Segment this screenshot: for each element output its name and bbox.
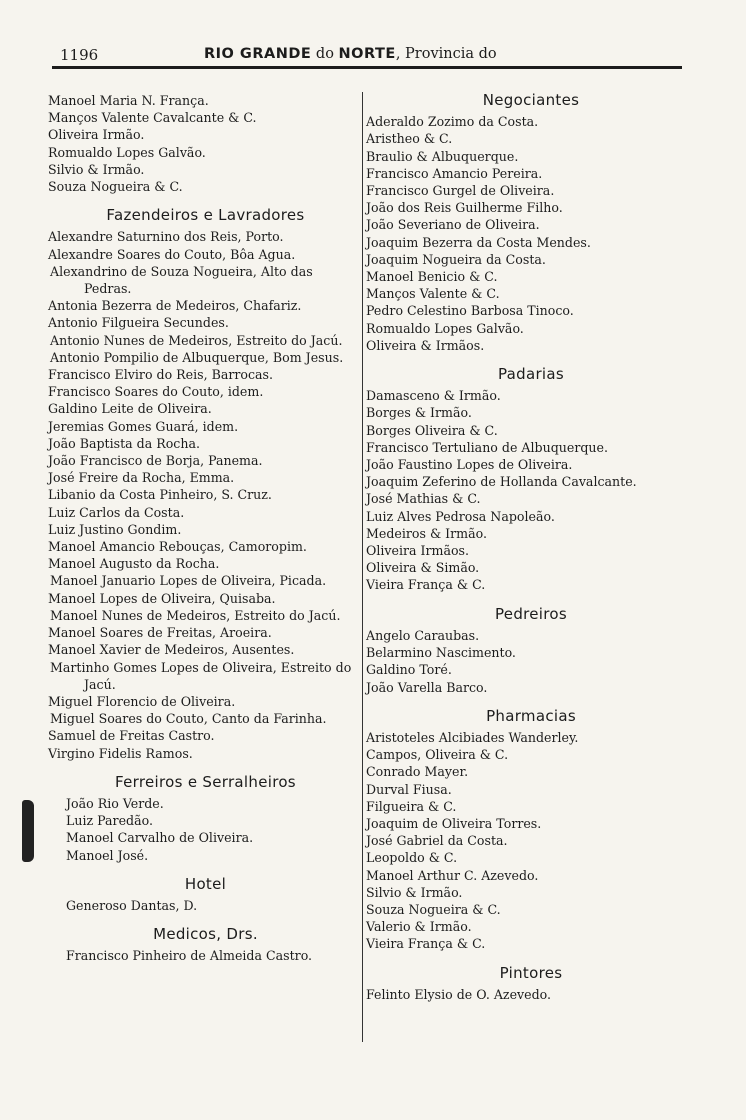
directory-entry: Francisco Tertuliano de Albuquerque. <box>366 439 608 455</box>
directory-entry: Vieira França & C. <box>366 577 486 593</box>
directory-entry: Alexandrino de Souza Nogueira, Alto das Pedras. <box>50 263 313 297</box>
directory-entry: Manoel Amancio Rebouças, Camoropim. <box>48 539 307 555</box>
directory-entry: Romualdo Lopes Galvão. <box>366 320 524 336</box>
section-padarias <box>366 387 696 593</box>
page-number: 1196 <box>60 46 99 64</box>
directory-entry: Manoel Soares de Freitas, Aroeira. <box>48 625 272 641</box>
directory-entry: Luiz Carlos da Costa. <box>48 504 185 520</box>
section-fazendeiros <box>48 228 363 761</box>
directory-entry: João Baptista da Rocha. <box>48 435 200 451</box>
directory-entry: Borges & Irmão. <box>366 405 472 421</box>
heading-pharmacias: Pharmacias <box>486 706 576 725</box>
directory-entry: João Francisco de Borja, Panema. <box>48 453 263 469</box>
directory-entry: Jeremias Gomes Guará, idem. <box>48 418 239 434</box>
directory-entry: Martinho Gomes Lopes de Oliveira, Estreito do Jacú. <box>50 659 352 692</box>
heading-medicos: Medicos, Drs. <box>153 925 258 944</box>
directory-entry: Antonio Filgueira Secundes. <box>48 315 229 331</box>
directory-entry: Francisco Amancio Pereira. <box>366 165 543 181</box>
directory-entry: Manoel Benicio & C. <box>366 269 498 285</box>
heading-hotel: Hotel <box>184 874 227 893</box>
directory-entry: Samuel de Freitas Castro. <box>48 728 215 744</box>
heading-fazendeiros: Fazendeiros e Lavradores <box>106 206 305 225</box>
title-do: do <box>311 46 339 62</box>
directory-entry: Galdino Leite de Oliveira. <box>48 401 212 417</box>
section-hotel <box>48 897 363 914</box>
directory-entry: Miguel Soares do Couto, Canto da Farinha. <box>50 711 327 727</box>
directory-entry: José Mathias & C. <box>366 491 481 507</box>
directory-entry: João Rio Verde. <box>66 795 164 811</box>
heading-ferreiros: Ferreiros e Serralheiros <box>115 772 296 791</box>
directory-entry: Virgino Fidelis Ramos. <box>48 745 193 761</box>
directory-entry: Oliveira & Simão. <box>366 560 480 576</box>
directory-entry: Joaquim Zeferino de Hollanda Cavalcante. <box>366 474 637 490</box>
directory-entry: Francisco Gurgel de Oliveira. <box>366 183 555 199</box>
directory-entry: Souza Nogueira & C. <box>366 901 501 917</box>
directory-entry: Luiz Alves Pedrosa Napoleão. <box>366 508 555 524</box>
directory-entry: Galdino Toré. <box>366 662 452 678</box>
directory-entry: Pedro Celestino Barbosa Tinoco. <box>366 303 574 319</box>
directory-entry: Angelo Caraubas. <box>366 627 480 643</box>
directory-entry: Alexandre Soares do Couto, Bôa Agua. <box>48 246 296 262</box>
directory-entry: Leopoldo & C. <box>366 850 458 866</box>
header-rule <box>52 66 682 69</box>
directory-entry: Aristoteles Alcibiades Wanderley. <box>366 729 579 745</box>
directory-entry: Medeiros & Irmão. <box>366 525 487 541</box>
directory-entry: Damasceno & Irmão. <box>366 388 501 404</box>
heading-pintores: Pintores <box>499 963 563 982</box>
running-title <box>204 46 497 62</box>
directory-entry: Manços Valente & C. <box>366 286 500 302</box>
directory-entry: Francisco Soares do Couto, idem. <box>48 384 264 400</box>
heading-pedreiros: Pedreiros <box>494 604 568 623</box>
directory-entry: Manoel Carvalho de Oliveira. <box>66 830 254 846</box>
directory-entry: Francisco Pinheiro de Almeida Castro. <box>66 948 313 964</box>
directory-entry: Manoel Xavier de Medeiros, Ausentes. <box>48 642 295 658</box>
section-pintores <box>366 986 696 1003</box>
title-norte: NORTE <box>338 46 396 62</box>
directory-entry: Valerio & Irmão. <box>366 919 472 935</box>
directory-entry: João Severiano de Oliveira. <box>366 217 540 233</box>
directory-entry: Alexandre Saturnino dos Reis, Porto. <box>48 229 284 245</box>
directory-entry: Borges Oliveira & C. <box>366 422 498 438</box>
directory-entry: Generoso Dantas, D. <box>66 897 198 913</box>
directory-entry: Romualdo Lopes Galvão. <box>48 144 206 160</box>
directory-entry: Oliveira & Irmãos. <box>366 337 485 353</box>
directory-entry: Francisco Elviro do Reis, Barrocas. <box>48 367 274 383</box>
directory-entry: Luiz Justino Gondim. <box>48 521 182 537</box>
directory-entry: Manoel Nunes de Medeiros, Estreito do Jacú. <box>50 607 341 623</box>
directory-entry: Antonio Pompilio de Albuquerque, Bom Jesus. <box>50 349 344 365</box>
page-header <box>52 44 680 66</box>
directory-entry: João dos Reis Guilherme Filho. <box>366 200 563 216</box>
title-provincia: , Provincia do <box>395 46 497 62</box>
directory-entry: Felinto Elysio de O. Azevedo. <box>366 986 552 1002</box>
title-rio-grande: RIO GRANDE <box>204 46 312 62</box>
directory-entry: José Gabriel da Costa. <box>366 833 508 849</box>
directory-entry: Manoel Maria N. França. <box>48 93 209 108</box>
directory-entry: Filgueira & C. <box>366 798 457 814</box>
directory-entry: Braulio & Albuquerque. <box>366 148 519 164</box>
directory-entry: Manoel José. <box>66 847 149 863</box>
directory-entry: Antonio Nunes de Medeiros, Estreito do Jacú. <box>50 332 343 348</box>
directory-entry: Silvio & Irmão. <box>48 161 145 177</box>
directory-entry: Libanio da Costa Pinheiro, S. Cruz. <box>48 487 272 503</box>
directory-entry: Joaquim Bezerra da Costa Mendes. <box>366 234 591 250</box>
directory-entry: Oliveira Irmão. <box>48 127 145 143</box>
directory-entry: Luiz Paredão. <box>66 813 153 829</box>
directory-entry: Manoel Januario Lopes de Oliveira, Picada. <box>50 573 327 589</box>
directory-entry: Manoel Arthur C. Azevedo. <box>366 867 539 883</box>
left-column <box>48 92 363 965</box>
directory-entry: Miguel Florencio de Oliveira. <box>48 693 236 709</box>
directory-entry: Manoel Lopes de Oliveira, Quisaba. <box>48 590 276 606</box>
directory-entry: Campos, Oliveira & C. <box>366 747 509 763</box>
directory-entry: Manoel Augusto da Rocha. <box>48 556 220 572</box>
directory-entry: Manços Valente Cavalcante & C. <box>48 110 257 126</box>
directory-entry: Vieira França & C. <box>366 936 486 952</box>
right-column <box>366 92 696 1003</box>
section-top-entries <box>48 92 363 195</box>
ink-bleed-mark <box>22 800 34 862</box>
section-negociantes <box>366 113 696 354</box>
directory-entry: Antonia Bezerra de Medeiros, Chafariz. <box>48 298 302 314</box>
directory-entry: Joaquim de Oliveira Torres. <box>366 815 542 831</box>
directory-entry: José Freire da Rocha, Emma. <box>48 470 235 486</box>
directory-entry: João Varella Barco. <box>366 679 488 695</box>
directory-entry: Conrado Mayer. <box>366 764 469 780</box>
heading-negociantes: Negociantes <box>482 91 580 109</box>
section-medicos <box>48 947 363 964</box>
directory-entry: Silvio & Irmão. <box>366 884 463 900</box>
directory-entry: Durval Fiusa. <box>366 781 452 797</box>
directory-entry: Belarmino Nascimento. <box>366 645 516 661</box>
section-ferreiros <box>48 795 363 864</box>
directory-entry: João Faustino Lopes de Oliveira. <box>366 457 573 473</box>
directory-entry: Aderaldo Zozimo da Costa. <box>366 114 539 130</box>
directory-entry: Oliveira Irmãos. <box>366 543 470 559</box>
directory-entry: Souza Nogueira & C. <box>48 179 183 195</box>
directory-entry: Aristheo & C. <box>366 131 453 147</box>
directory-entry: Joaquim Nogueira da Costa. <box>366 251 546 267</box>
heading-padarias: Padarias <box>497 365 565 384</box>
section-pedreiros <box>366 627 696 696</box>
section-pharmacias <box>366 729 696 953</box>
